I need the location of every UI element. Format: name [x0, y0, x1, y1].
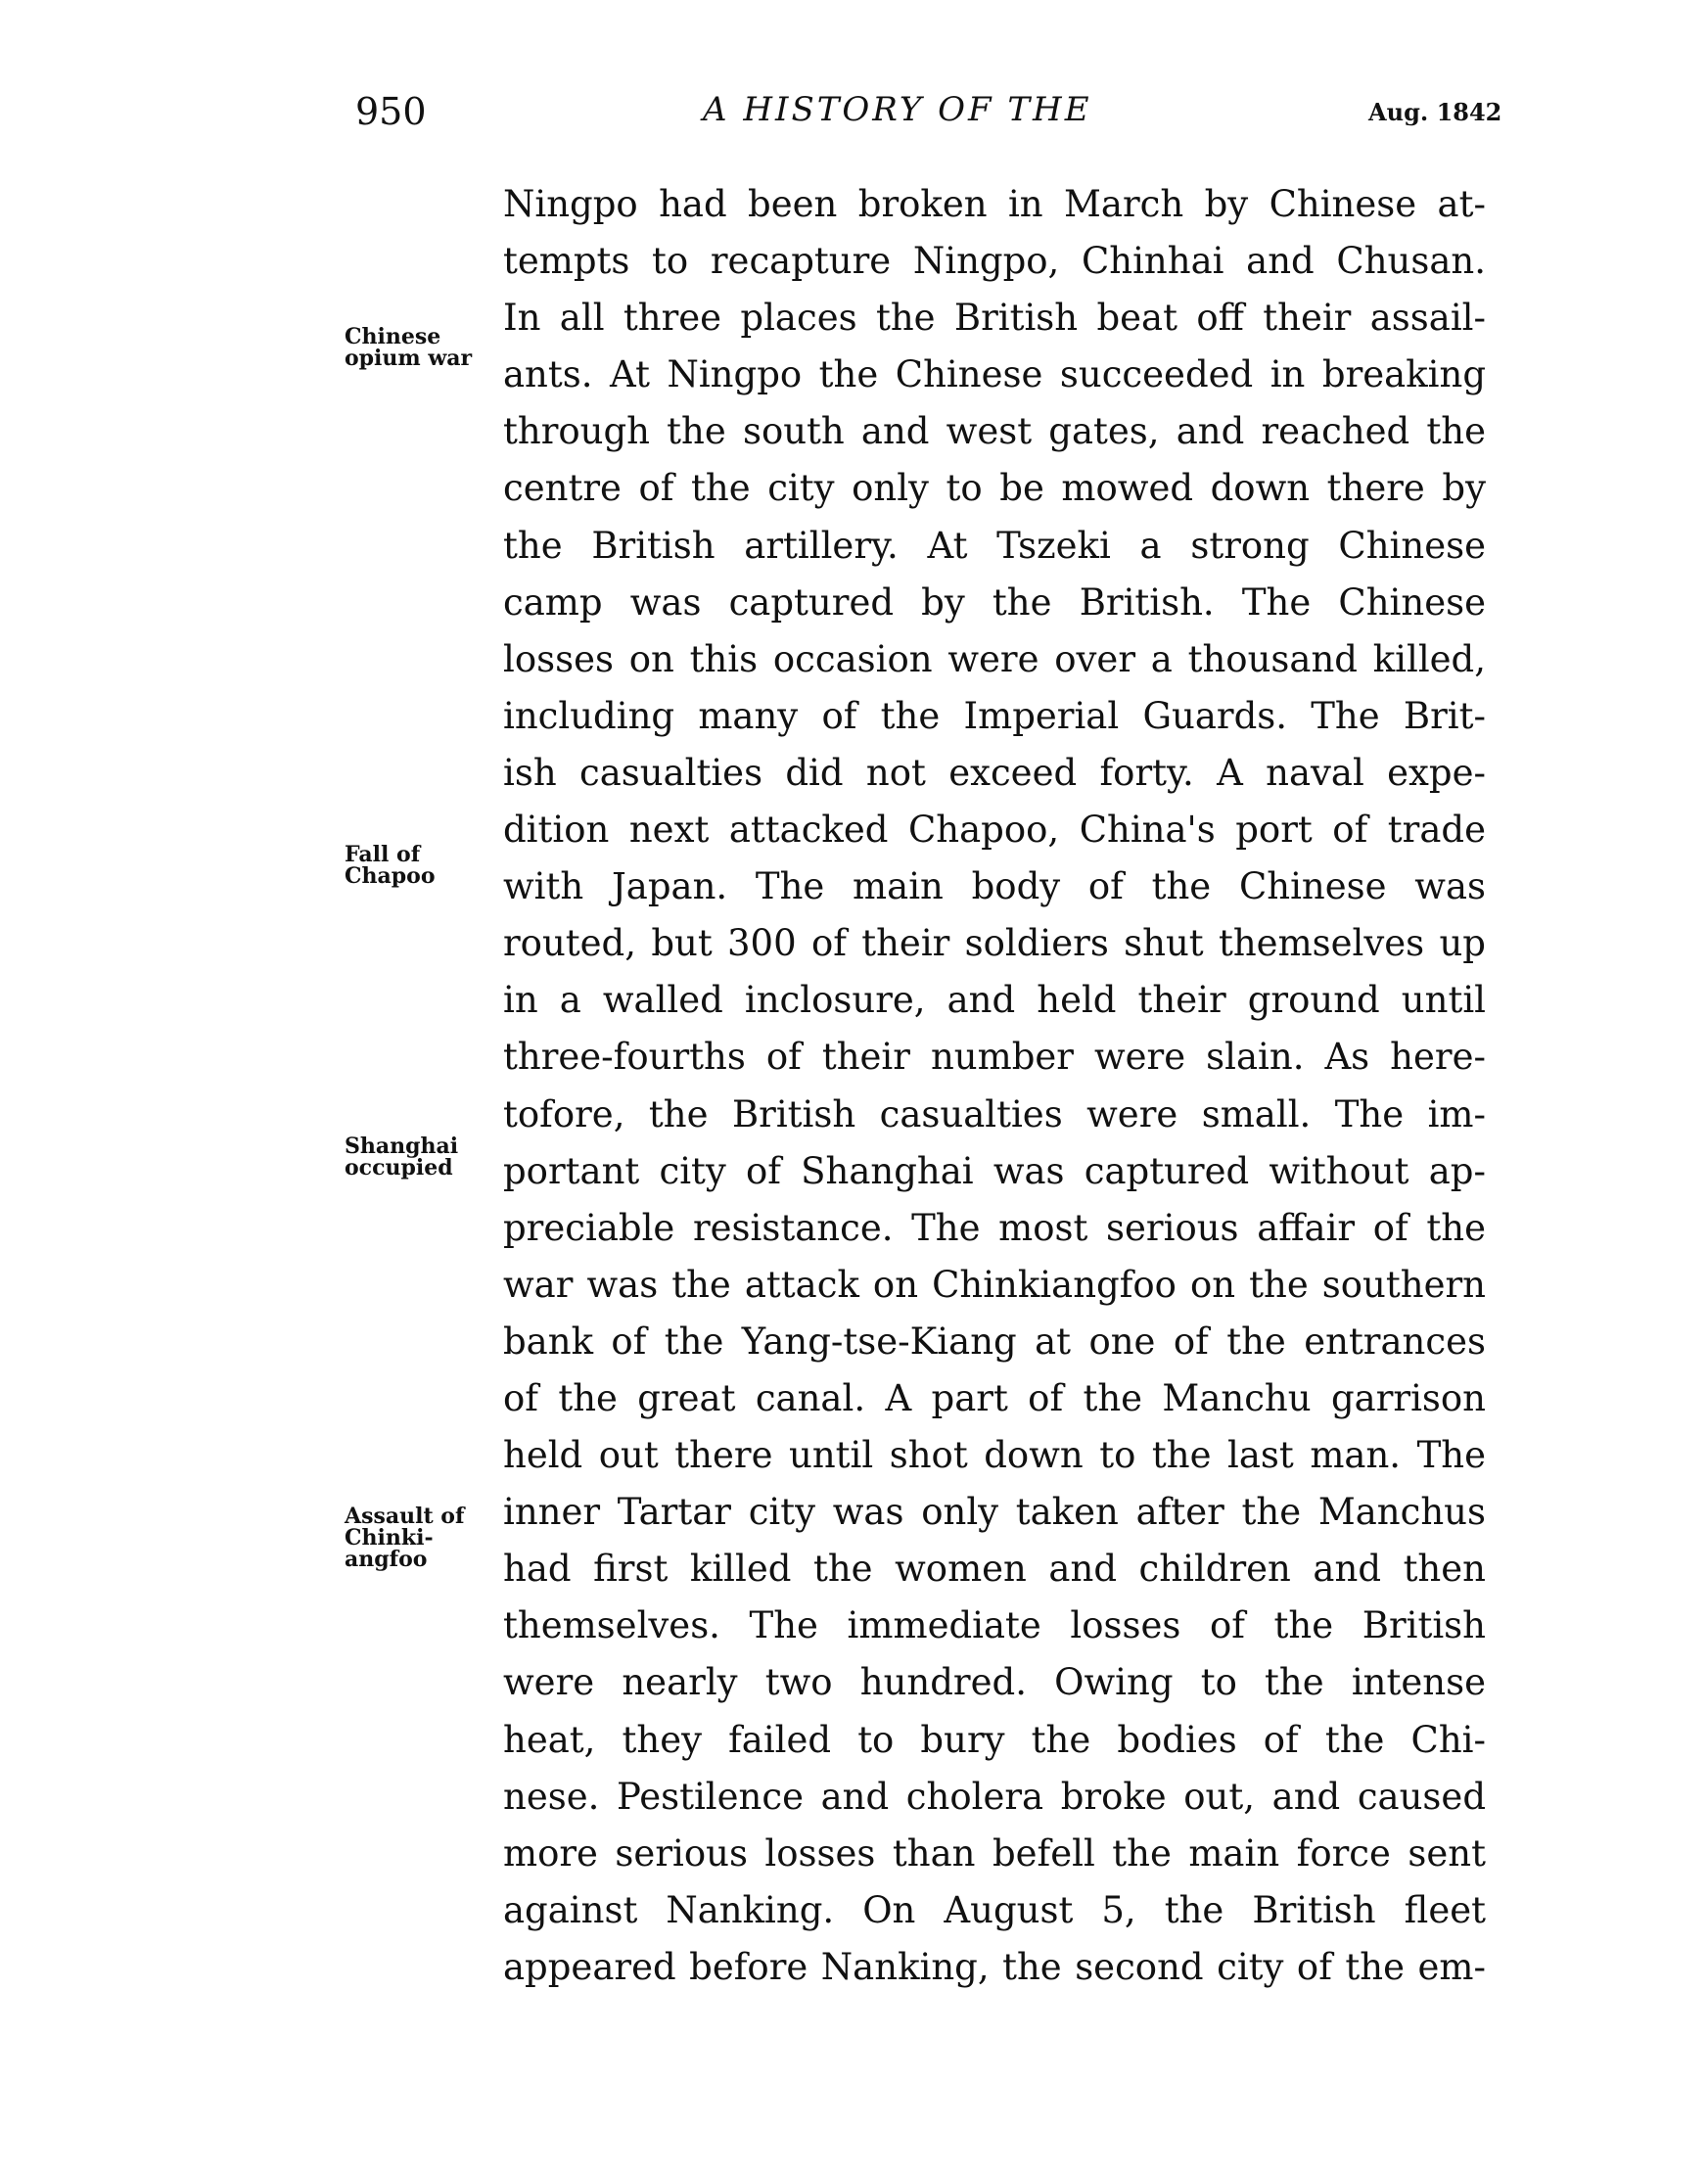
margin-note-assault-of-chinkiangfoo	[345, 1505, 464, 1570]
margin-note-shanghai-occupied	[345, 1135, 458, 1179]
text-line: against Nanking. On August 5, the British fleet	[503, 1888, 1486, 1931]
text-line: ish casualties did not exceed forty. A naval expe-	[503, 751, 1486, 794]
text-line: tempts to recapture Ningpo, Chinhai and Chusan.	[503, 240, 1486, 283]
text-line: tofore, the British casualties were small. The im-	[503, 1092, 1486, 1135]
text-line: including many of the Imperial Guards. The Brit-	[503, 694, 1486, 737]
text-line: Ningpo had been broken in March by Chinese at-	[503, 183, 1486, 225]
text-line: preciable resistance. The most serious affair of the	[503, 1206, 1486, 1249]
text-line: dition next attacked Chapoo, China's port of trade	[503, 809, 1486, 852]
text-line: bank of the Yang-tse-Kiang at one of the entrances	[503, 1319, 1486, 1363]
text-line: through the south and west gates, and reached the	[503, 410, 1486, 453]
text-line: centre of the city only to be mowed down there by	[503, 467, 1486, 510]
text-line: portant city of Shanghai was captured without ap-	[503, 1149, 1486, 1192]
running-title: A HISTORY OF THE	[703, 90, 1092, 129]
text-line: held out there until shot down to the last man. The	[503, 1434, 1486, 1477]
text-line: the British artillery. At Tszeki a strong Chinese	[503, 524, 1486, 567]
text-line: were nearly two hundred. Owing to the intense	[503, 1661, 1486, 1704]
text-line: In all three places the British beat off their assail-	[503, 297, 1486, 340]
margin-note-line: Chinki-	[345, 1525, 434, 1551]
text-line: three-fourths of their number were slain. As here-	[503, 1036, 1486, 1079]
text-line: ants. At Ningpo the Chinese succeeded in breaking	[503, 353, 1486, 396]
margin-note-line: opium war	[345, 346, 473, 371]
margin-note-line: Chinese	[345, 324, 441, 349]
page-number: 950	[355, 90, 427, 133]
text-line: heat, they failed to bury the bodies of the Chi-	[503, 1718, 1486, 1761]
text-line: with Japan. The main body of the Chinese was	[503, 865, 1486, 908]
body-text	[503, 176, 1486, 1996]
text-line: war was the attack on Chinkiangfoo on the southern	[503, 1263, 1486, 1306]
margin-note-line: Chapoo	[345, 863, 436, 889]
margin-note-chinese-opium-war	[345, 326, 472, 369]
text-line: nese. Pestilence and cholera broke out, and caused	[503, 1775, 1486, 1818]
text-line: themselves. The immediate losses of the British	[503, 1604, 1486, 1647]
margin-note-line: Shanghai	[345, 1134, 459, 1159]
text-line: inner Tartar city was only taken after the Manchus	[503, 1491, 1486, 1534]
margin-note-fall-of-chapoo	[345, 844, 436, 887]
text-line: routed, but 300 of their soldiers shut themselves up	[503, 922, 1486, 965]
margin-note-line: Assault of	[345, 1504, 465, 1529]
text-line: in a walled inclosure, and held their ground until	[503, 979, 1486, 1022]
margin-note-line: occupied	[345, 1155, 453, 1181]
text-line: appeared before Nanking, the second city of the em-	[503, 1945, 1486, 1988]
text-line: camp was captured by the British. The Chinese	[503, 580, 1486, 624]
text-line: more serious losses than befell the main force sent	[503, 1831, 1486, 1875]
margin-note-line: Fall of	[345, 842, 421, 867]
text-line: losses on this occasion were over a thousand killed,	[503, 637, 1486, 680]
running-date: Aug. 1842	[1368, 98, 1502, 126]
margin-note-line: angfoo	[345, 1547, 428, 1572]
text-line: of the great canal. A part of the Manchu garrison	[503, 1376, 1486, 1419]
text-line: had first killed the women and children and then	[503, 1548, 1486, 1591]
